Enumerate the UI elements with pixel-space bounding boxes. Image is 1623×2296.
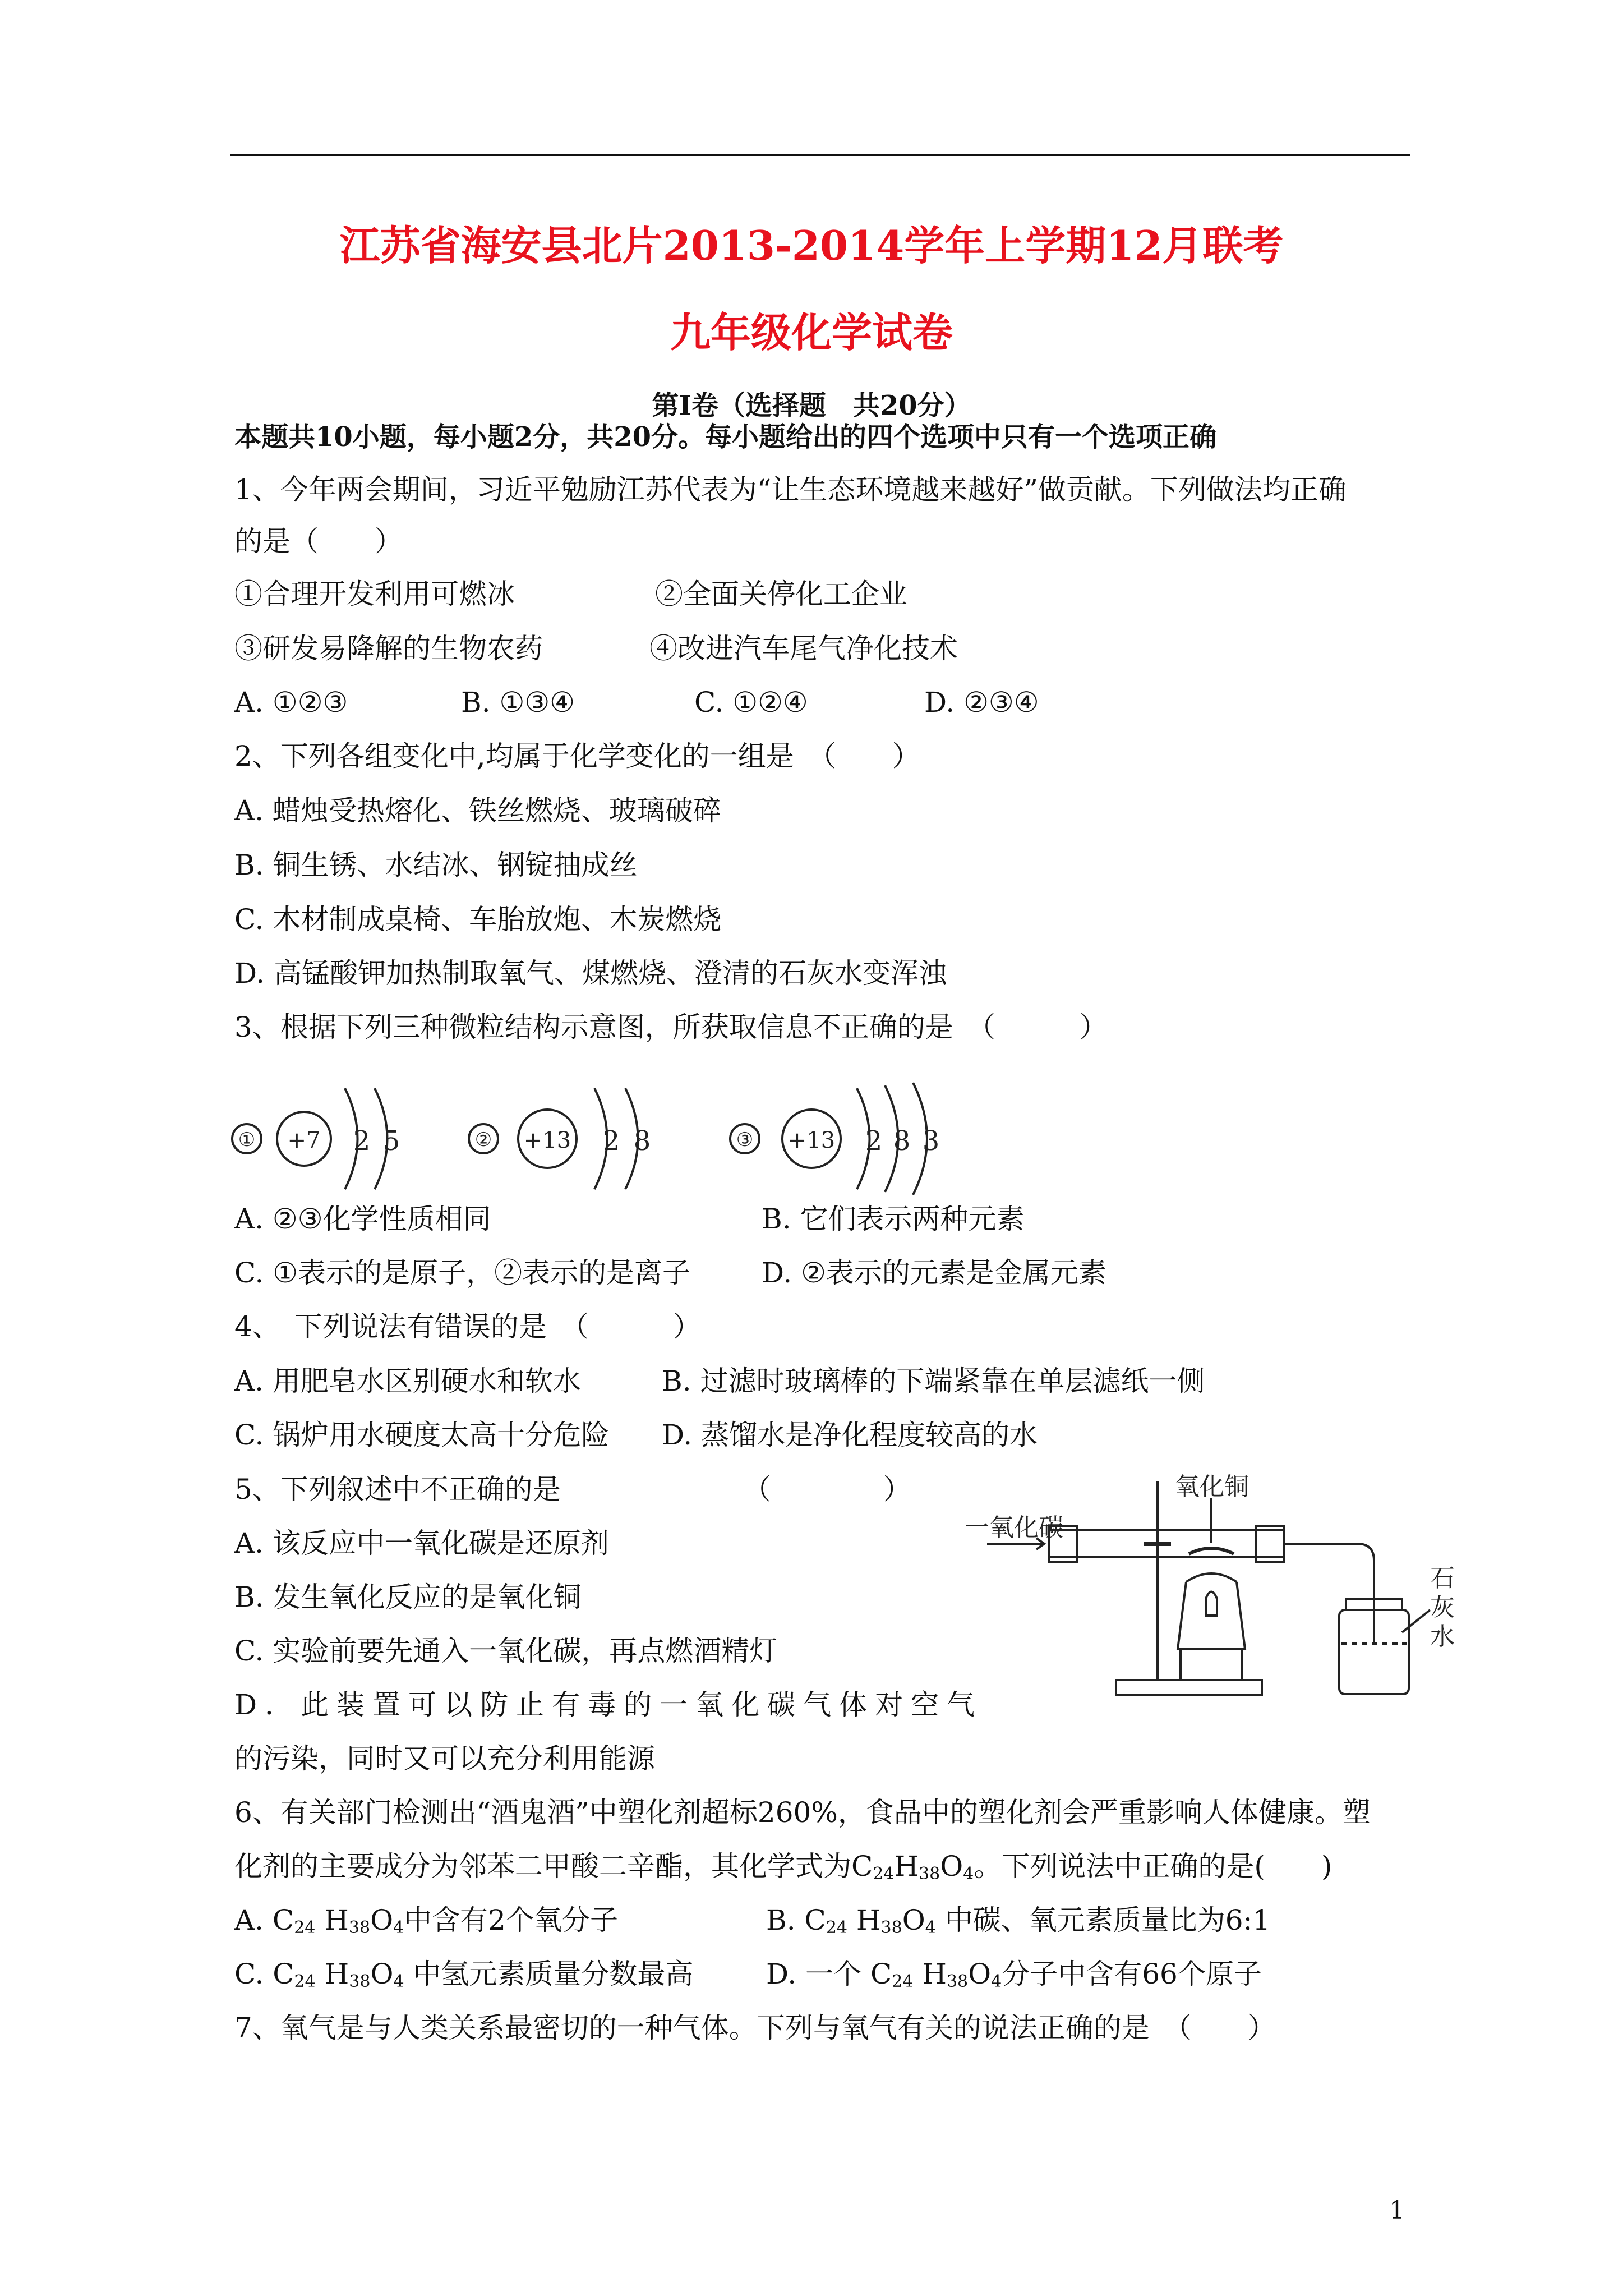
diagram-1-shell-1: 2 (353, 1125, 371, 1157)
q3-option-b: B. 它们表示两种元素 (762, 1203, 1025, 1235)
q2-option-b: B. 铜生锈、水结冰、钢锭抽成丝 (234, 849, 638, 881)
diagram-1-label: ① (238, 1129, 256, 1151)
q1-item-1: ①合理开发利用可燃冰 (234, 578, 515, 610)
diagram-2-shell-1: 2 (602, 1125, 620, 1157)
lime-pointer (1402, 1610, 1430, 1632)
q3-option-a: A. ②③化学性质相同 (234, 1203, 491, 1235)
q6-option-b: B. $C_{24}$ $H_{38}O_4$ 中碳、氧元素质量比为6:1 (766, 1904, 1271, 1938)
stand-base (1116, 1680, 1262, 1695)
q2-option-d: D. 高锰酸钾加热制取氧气、煤燃烧、澄清的石灰水变浑浊 (234, 957, 947, 990)
q6-option-d: D. 一个 $C_{24}$ $H_{38}O_4$分子中含有66个原子 (766, 1958, 1262, 1991)
q3-option-d: D. ②表示的元素是金属元素 (762, 1257, 1106, 1289)
q5-stem: 5、下列叙述中不正确的是 （ ） (234, 1473, 911, 1506)
q3-stem: 3、根据下列三种微粒结构示意图，所获取信息不正确的是 （ ） (234, 1011, 1108, 1043)
q5-option-d-line2: 的污染，同时又可以充分利用能源 (234, 1742, 655, 1775)
formula: $C_{24}$ $H_{38}O_4$ (870, 1958, 1002, 1991)
outlet-pipe (1284, 1544, 1374, 1644)
diagram-3-label: ③ (736, 1129, 754, 1151)
formula: $C_{24}$ $H_{38}O_4$ (272, 1904, 404, 1938)
label-carbon-monoxide: 一氧化碳 (965, 1513, 1063, 1542)
q4-option-d: D. 蒸馏水是净化程度较高的水 (662, 1419, 1038, 1451)
lamp-flame (1206, 1592, 1217, 1616)
q2-option-a: A. 蜡烛受热熔化、铁丝燃烧、玻璃破碎 (234, 794, 721, 827)
q1-option-b: B. ①③④ (461, 686, 575, 719)
co-reduction-apparatus (965, 1464, 1458, 1705)
q6-stem-line2-text: 化剂的主要成分为邻苯二甲酸二辛酯，其化学式为 (234, 1850, 851, 1883)
lamp-shade (1186, 1573, 1237, 1582)
diagram-2-label: ② (474, 1129, 492, 1151)
diagram-2-nucleus: +13 (523, 1128, 571, 1153)
q6-stem-line2-end: 。下列说法中正确的是( ) (974, 1850, 1332, 1883)
q1-item-3: ③研发易降解的生物农药 (234, 632, 543, 665)
label-copper-oxide: 氧化铜 (1175, 1473, 1249, 1501)
q5-option-d-line1: D．此装置可以防止有毒的一氧化碳气体对空气 (234, 1688, 983, 1721)
diagram-2-shell-2: 8 (633, 1125, 651, 1157)
diagram-1-nucleus: +7 (287, 1128, 321, 1153)
q6-stem-line2 (234, 1850, 1332, 1884)
label-lime-3: 水 (1430, 1622, 1455, 1651)
q4-option-a: A. 用肥皂水区别硬水和软水 (234, 1365, 581, 1397)
q1-item-4: ④改进汽车尾气净化技术 (649, 632, 958, 665)
formula: $C_{24}H_{38}O_4$ (851, 1850, 974, 1884)
q6-option-a: A. $C_{24}$ $H_{38}O_4$中含有2个氧分子 (234, 1904, 618, 1938)
q4-stem: 4、 下列说法有错误的是 （ ） (234, 1310, 701, 1343)
diagram-1-shell-2: 5 (382, 1125, 400, 1157)
q1-option-a: A. ①②③ (234, 686, 348, 719)
copper-oxide-sample (1189, 1548, 1234, 1554)
q1-stem-line2: 的是（ ） (234, 525, 403, 558)
q3-option-c: C. ①表示的是原子，②表示的是离子 (234, 1257, 691, 1289)
q1-option-d: D. ②③④ (924, 686, 1039, 719)
lamp-body (1181, 1649, 1242, 1680)
diagram-3-shell-1: 2 (865, 1125, 883, 1157)
diagram-3-shell-3: 3 (922, 1125, 940, 1157)
page-number: 1 (1389, 2196, 1405, 2225)
label-lime-2: 灰 (1430, 1593, 1455, 1622)
exam-subtitle: 九年级化学试卷 (670, 309, 953, 356)
q5-option-a: A. 该反应中一氧化碳是还原剂 (234, 1527, 609, 1559)
q2-option-c: C. 木材制成桌椅、车胎放炮、木炭燃烧 (234, 903, 722, 936)
q1-stem-line1: 1、今年两会期间，习近平勉励江苏代表为“让生态环境越来越好”做贡献。下列做法均正确 (234, 473, 1347, 506)
formula: $C_{24}$ $H_{38}O_4$ (273, 1958, 404, 1991)
q6-stem-line1: 6、有关部门检测出“酒鬼酒”中塑化剂超标260%，食品中的塑化剂会严重影响人体健康。塑 (234, 1796, 1371, 1829)
q5-option-b: B. 发生氧化反应的是氧化铜 (234, 1581, 582, 1613)
q2-stem: 2、下列各组变化中,均属于化学变化的一组是 （ ） (234, 740, 920, 772)
q5-option-c: C. 实验前要先通入一氧化碳，再点燃酒精灯 (234, 1635, 778, 1667)
q1-item-2: ②全面关停化工企业 (655, 578, 907, 610)
q6-option-c: C. $C_{24}$ $H_{38}O_4$ 中氢元素质量分数最高 (234, 1958, 694, 1991)
q1-option-c: C. ①②④ (694, 686, 808, 719)
q7-stem: 7、氧气是与人类关系最密切的一种气体。下列与氧气有关的说法正确的是 （ ） (234, 2012, 1276, 2044)
q4-option-b: B. 过滤时玻璃棒的下端紧靠在单层滤纸一侧 (662, 1365, 1205, 1397)
atomic-structure-diagrams (224, 1066, 1009, 1212)
q4-option-c: C. 锅炉用水硬度太高十分危险 (234, 1419, 610, 1451)
exam-title: 江苏省海安县北片2013-2014学年上学期12月联考 (339, 222, 1284, 269)
label-lime-1: 石 (1430, 1564, 1455, 1593)
section-title: 第Ⅰ卷（选择题 共20分） (652, 390, 971, 421)
header-rule (230, 154, 1410, 156)
instructions: 本题共10小题，每小题2分，共20分。每小题给出的四个选项中只有一个选项正确 (234, 421, 1216, 453)
diagram-3-nucleus: +13 (787, 1128, 836, 1153)
diagram-3-shell-2: 8 (893, 1125, 911, 1157)
formula: $C_{24}$ $H_{38}O_4$ (804, 1904, 936, 1938)
